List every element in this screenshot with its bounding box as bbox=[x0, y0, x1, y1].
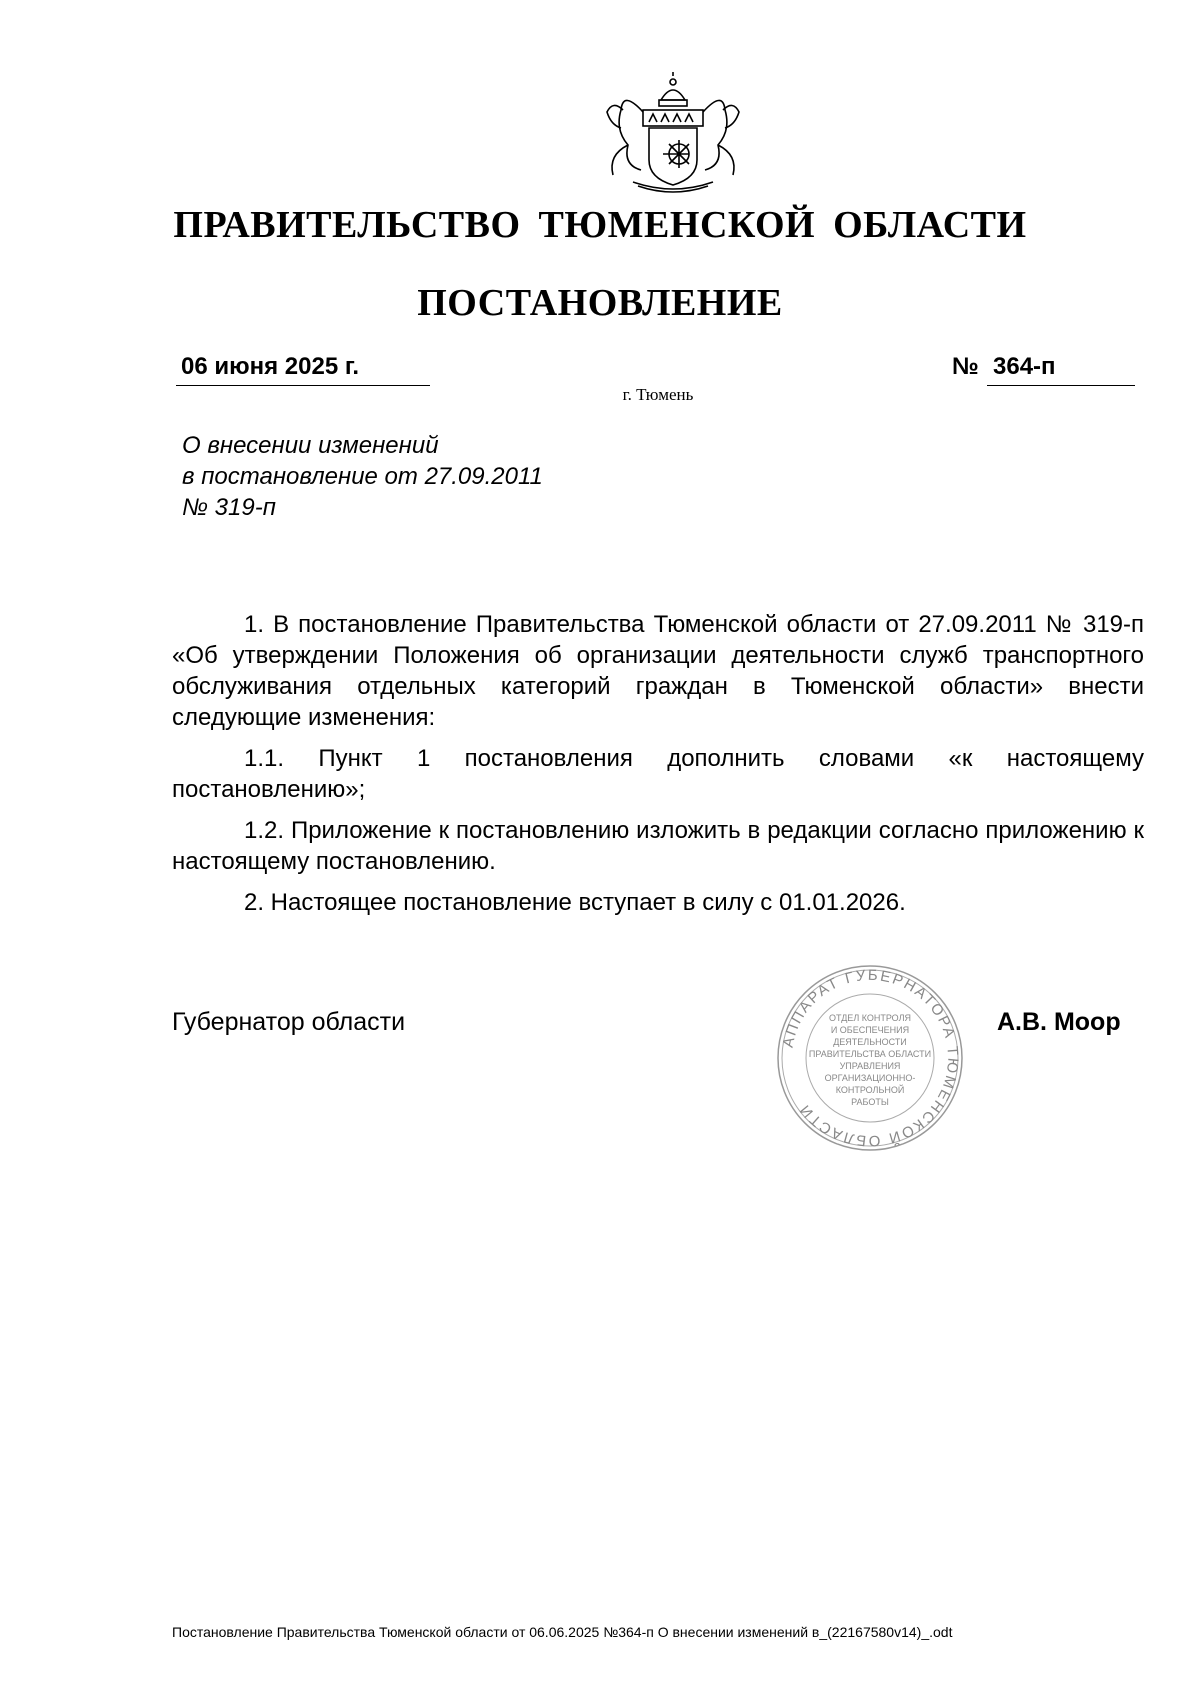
subject-line: № 319-п bbox=[182, 494, 276, 521]
stamp-outer-text: АППАРАТ ГУБЕРНАТОРА ТЮМЕНСКОЙ ОБЛАСТИ bbox=[779, 966, 962, 1150]
signer-position: Губернатор области bbox=[172, 1008, 406, 1036]
stamp-inner-line: ОТДЕЛ КОНТРОЛЯ bbox=[829, 1013, 911, 1023]
document-footer: Постановление Правительства Тюменской области от 06.06.2025 №364-п О внесении изменений в_(22167580v14)_.odt bbox=[172, 1624, 953, 1640]
stamp-inner-line: И ОБЕСПЕЧЕНИЯ bbox=[830, 1025, 910, 1035]
stamp-inner-line: ОРГАНИЗАЦИОННО- bbox=[824, 1073, 916, 1083]
stamp-inner-line: ПРАВИТЕЛЬСТВА ОБЛАСТИ bbox=[808, 1049, 932, 1059]
official-stamp bbox=[775, 963, 965, 1153]
paragraph-1: 1. В постановление Правительства Тюменской области от 27.09.2011 № 319-п «Об утверждении Положения об организации деятельности служб транспортного обслуживания отдельных категорий граждан в Тюменской области» внести следующие изменения: bbox=[172, 611, 1144, 731]
paragraph-1-1: 1.1. Пункт 1 постановления дополнить словами «к настоящему постановлению»; bbox=[172, 745, 1144, 803]
subject-line: в постановление от 27.09.2011 bbox=[182, 463, 543, 490]
document-type: ПОСТАНОВЛЕНИЕ bbox=[417, 282, 783, 324]
document-city: г. Тюмень bbox=[622, 385, 694, 404]
document-date: 06 июня 2025 г. bbox=[176, 353, 430, 386]
organization-title: ПРАВИТЕЛЬСТВО ТЮМЕНСКОЙ ОБЛАСТИ bbox=[173, 204, 1027, 246]
subject-line: О внесении изменений bbox=[182, 432, 439, 459]
stamp-inner-line: УПРАВЛЕНИЯ bbox=[839, 1061, 901, 1071]
coat-of-arms-emblem bbox=[593, 70, 753, 195]
stamp-inner-line: РАБОТЫ bbox=[851, 1097, 889, 1107]
document-subject bbox=[182, 430, 543, 523]
paragraph-1-2: 1.2. Приложение к постановлению изложить в редакции согласно приложению к настоящему постановлению. bbox=[172, 817, 1144, 875]
document-number: 364-п bbox=[987, 353, 1135, 386]
number-sign: № bbox=[952, 353, 979, 380]
stamp-inner-line: ДЕЯТЕЛЬНОСТИ bbox=[833, 1037, 907, 1047]
paragraph-2: 2. Настоящее постановление вступает в силу с 01.01.2026. bbox=[244, 889, 906, 916]
document-body bbox=[172, 609, 1144, 928]
signer-name: А.В. Моор bbox=[997, 1008, 1121, 1036]
stamp-inner-line: КОНТРОЛЬНОЙ bbox=[835, 1085, 905, 1095]
